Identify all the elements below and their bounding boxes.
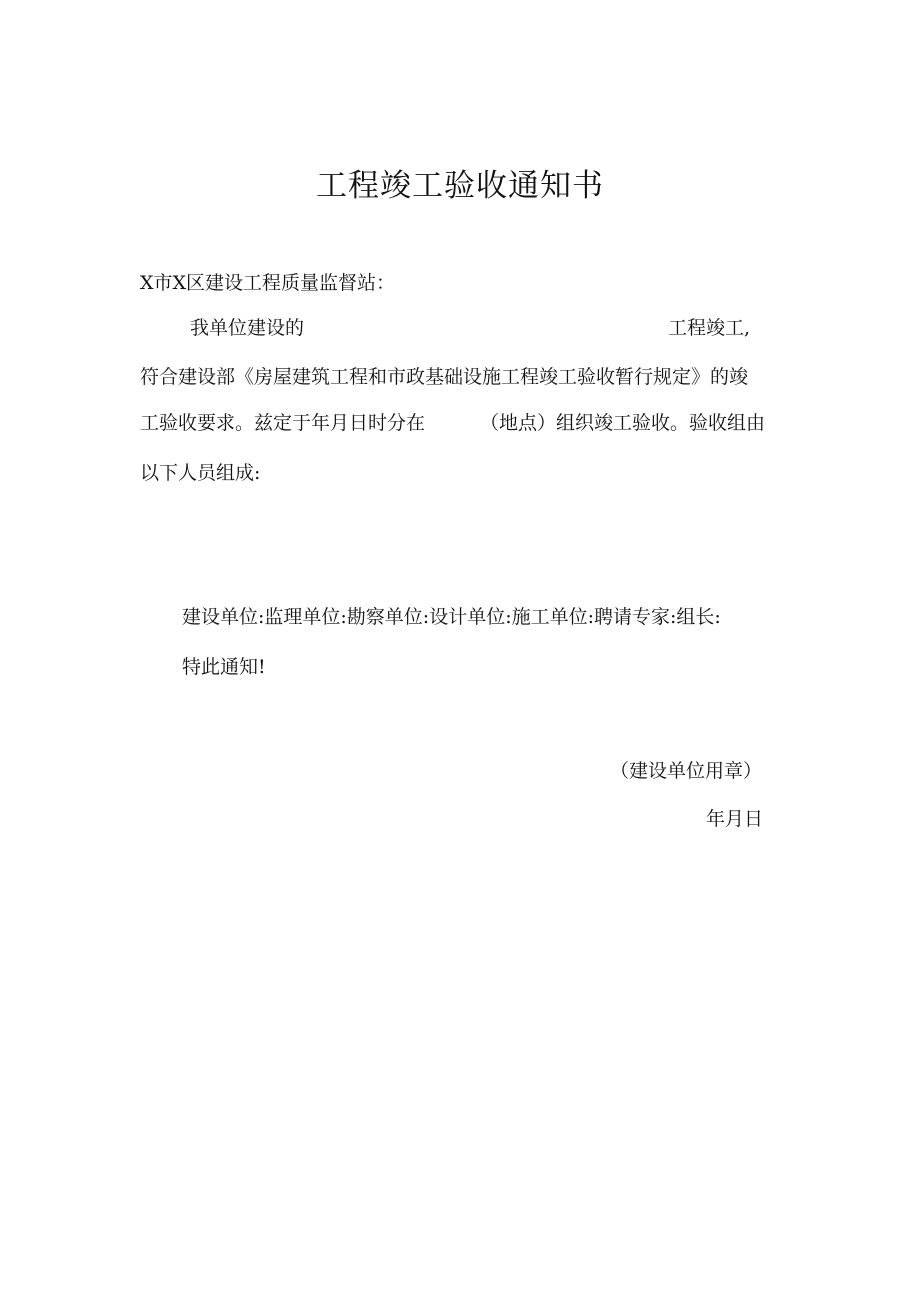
- seal-label: （建设单位用章）: [610, 760, 763, 782]
- date-label: 年月日: [706, 808, 764, 830]
- paragraph-start: 我单位建设的: [190, 317, 305, 339]
- closing-statement: 特此通知!: [182, 656, 266, 678]
- schedule-line: 工验收要求。兹定于年月日时分在: [140, 412, 426, 434]
- project-suffix: 工程竣工,: [668, 317, 751, 339]
- document-title: 工程竣工验收通知书: [316, 168, 604, 204]
- composition-line: 以下人员组成:: [140, 462, 261, 484]
- location-line: （地点）组织竣工验收。验收组由: [480, 412, 766, 434]
- addressee: X市X区建设工程质量监督站：: [140, 272, 396, 294]
- regulation-line: 符合建设部《房屋建筑工程和市政基础设施工程竣工验收暂行规定》的竣: [140, 366, 749, 388]
- members-list: 建设单位:监理单位:勘察单位:设计单位:施工单位:聘请专家:组长:: [182, 606, 721, 628]
